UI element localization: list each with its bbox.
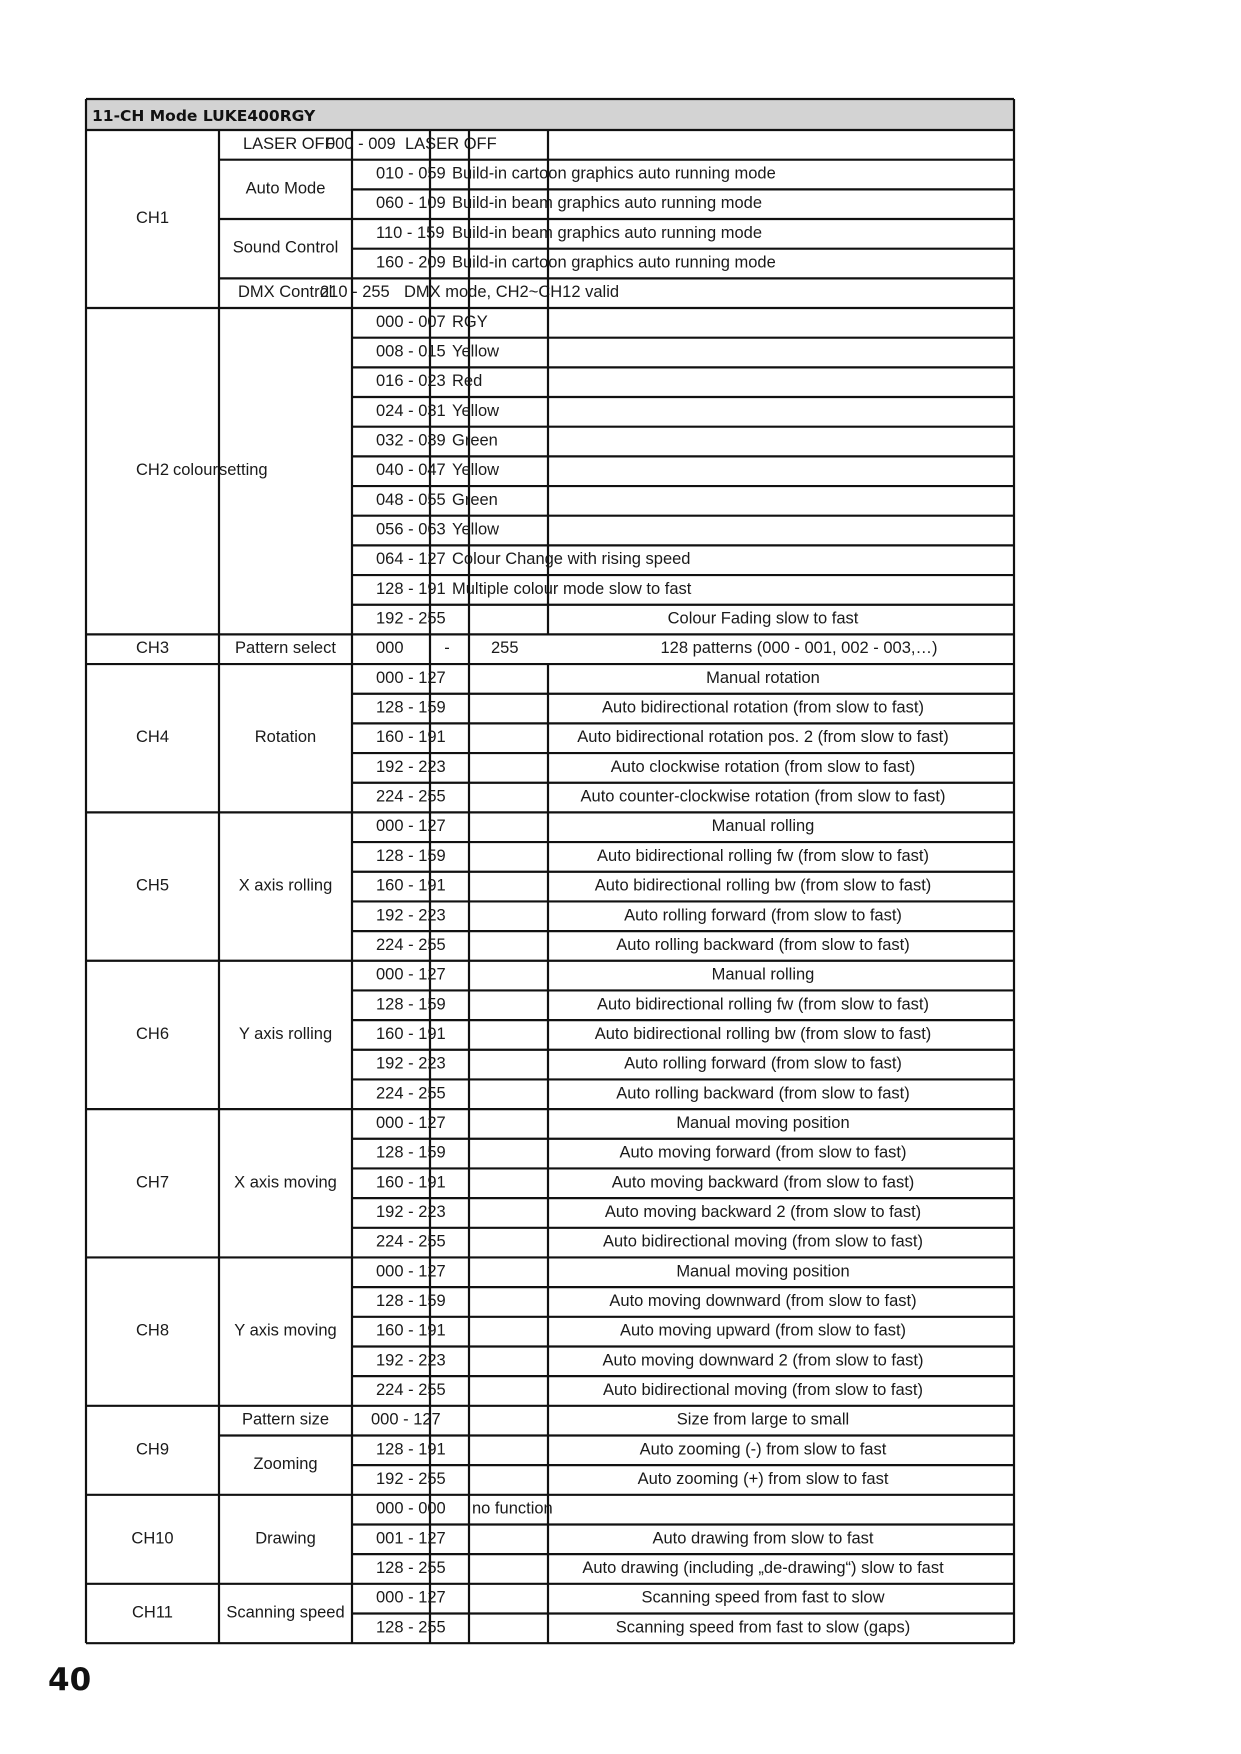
value-range: 010 - 059 <box>376 164 446 183</box>
function-label: Rotation <box>254 728 317 747</box>
value-range: 000 - 127 <box>376 1262 446 1281</box>
channel-description: Auto drawing from slow to fast <box>652 1529 874 1548</box>
function-label: Y axis rolling <box>238 1024 333 1043</box>
value-range: 128 - 255 <box>376 1618 446 1637</box>
value-range: 128 - 159 <box>376 1143 446 1162</box>
page-number: 40 <box>48 1662 92 1698</box>
channel-description: Auto bidirectional moving (from slow to fast) <box>602 1380 924 1399</box>
channel-label: CH7 <box>135 1173 170 1192</box>
function-label: DMX Control <box>238 283 333 302</box>
channel-description: Manual rolling <box>711 965 815 984</box>
channel-description: Manual rolling <box>711 817 815 836</box>
value-range: 000 - 127 <box>376 1113 446 1132</box>
channel-label: CH6 <box>135 1024 170 1043</box>
value-range: 192 - 223 <box>376 1202 446 1221</box>
channel-description: Auto bidirectional rolling fw (from slow to fast) <box>597 995 929 1014</box>
value-range: 040 - 047 <box>376 461 446 480</box>
function-label: Scanning speed <box>226 1603 345 1622</box>
value-range: 128 - 159 <box>376 846 446 865</box>
channel-description: Auto moving upward (from slow to fast) <box>619 1321 907 1340</box>
channel-description: LASER OFF <box>405 134 497 153</box>
channel-description: Auto bidirectional rolling fw (from slow to fast) <box>597 846 929 865</box>
value-start: 000 <box>376 639 404 658</box>
value-range: 128 - 191 <box>376 579 446 598</box>
value-range: 000 - 127 <box>376 965 446 984</box>
function-label: LASER OFF <box>243 134 335 153</box>
table-title: 11-CH Mode LUKE400RGY <box>92 107 316 125</box>
value-range: 192 - 223 <box>376 757 446 776</box>
channel-description: Auto rolling backward (from slow to fast) <box>616 935 910 954</box>
channel-description: Auto moving forward (from slow to fast) <box>619 1143 907 1162</box>
value-range: 128 - 255 <box>376 1558 446 1577</box>
value-range: 000 - 127 <box>376 1588 446 1607</box>
channel-label: CH11 <box>132 1603 173 1622</box>
value-range: 192 - 255 <box>376 1469 446 1488</box>
channel-description: Colour Fading slow to fast <box>667 609 859 628</box>
channel-description: Auto zooming (+) from slow to fast <box>637 1469 889 1488</box>
channel-label: CH2 <box>136 461 170 480</box>
channel-description: Green <box>452 431 498 450</box>
function-label: Drawing <box>255 1529 316 1548</box>
value-range: 160 - 191 <box>376 1024 446 1043</box>
value-range: 128 - 159 <box>376 698 446 717</box>
function-label: X axis moving <box>234 1173 337 1192</box>
channel-description: Multiple colour mode slow to fast <box>452 579 692 598</box>
channel-description: Auto bidirectional moving (from slow to fast) <box>602 1232 924 1251</box>
value-range: 160 - 191 <box>376 1173 446 1192</box>
value-range: 128 - 159 <box>376 1291 446 1310</box>
value-range: 192 - 255 <box>376 609 446 628</box>
value-range: 224 - 255 <box>376 1380 446 1399</box>
channel-description: Auto zooming (-) from slow to fast <box>639 1440 887 1459</box>
channel-description: Build-in cartoon graphics auto running mode <box>452 164 776 183</box>
value-range: 210 - 255 <box>320 283 390 302</box>
value-range: 224 - 255 <box>376 1084 446 1103</box>
value-range: 224 - 255 <box>376 787 446 806</box>
channel-description: Auto rolling forward (from slow to fast) <box>624 1054 902 1073</box>
value-range: 000 - 127 <box>376 817 446 836</box>
channel-description: DMX mode, CH2~CH12 valid <box>404 283 620 302</box>
value-range: 000 - 000 <box>376 1499 446 1518</box>
channel-description: Scanning speed from fast to slow <box>641 1588 885 1607</box>
channel-description: Auto clockwise rotation (from slow to fast) <box>610 757 916 776</box>
channel-label: CH10 <box>131 1529 174 1548</box>
value-range: 048 - 055 <box>376 490 446 509</box>
channel-description: Green <box>452 490 498 509</box>
channel-description: Auto moving backward (from slow to fast) <box>611 1173 915 1192</box>
channel-description: Auto bidirectional rotation (from slow to fast) <box>602 698 924 717</box>
value-range: 160 - 191 <box>376 1321 446 1340</box>
channel-label: CH8 <box>135 1321 170 1340</box>
value-range: 064 - 127 <box>376 550 446 569</box>
channel-description: Manual moving position <box>676 1262 850 1281</box>
value-range: 192 - 223 <box>376 906 446 925</box>
function-label: Pattern size <box>241 1410 330 1429</box>
value-range: 192 - 223 <box>376 1351 446 1370</box>
value-end: 255 <box>491 639 519 658</box>
channel-description: Build-in cartoon graphics auto running mode <box>452 253 776 272</box>
channel-description: Auto moving downward (from slow to fast) <box>609 1291 917 1310</box>
channel-description: Yellow <box>452 342 500 361</box>
value-range: 128 - 191 <box>376 1440 446 1459</box>
channel-label: CH1 <box>135 209 170 228</box>
channel-description: Build-in beam graphics auto running mode <box>452 223 763 242</box>
channel-description: Auto bidirectional rotation pos. 2 (from slow to fast) <box>577 728 949 747</box>
value-range: 192 - 223 <box>376 1054 446 1073</box>
value-range: 001 - 127 <box>376 1529 446 1548</box>
channel-description: Auto rolling backward (from slow to fast) <box>616 1084 910 1103</box>
channel-description: Yellow <box>452 401 500 420</box>
value-range: 160 - 209 <box>376 253 446 272</box>
channel-description: RGY <box>452 312 488 331</box>
value-dash: - <box>444 639 450 658</box>
channel-description: no function <box>472 1499 553 1518</box>
value-range: 000 - 127 <box>371 1410 441 1429</box>
channel-description: 128 patterns (000 - 001, 002 - 003,…) <box>660 639 938 658</box>
function-label: X axis rolling <box>238 876 333 895</box>
value-range: 000 - 009 <box>326 134 396 153</box>
channel-description: Yellow <box>452 520 500 539</box>
value-range: 128 - 159 <box>376 995 446 1014</box>
value-range: 032 - 039 <box>376 431 446 450</box>
channel-description: Yellow <box>452 461 500 480</box>
channel-description: Scanning speed from fast to slow (gaps) <box>615 1618 911 1637</box>
channel-description: Red <box>452 372 483 391</box>
channel-description: Colour Change with rising speed <box>452 550 691 569</box>
function-label: Y axis moving <box>234 1321 337 1340</box>
function-label-part: colour <box>173 461 218 480</box>
channel-description: Manual rotation <box>706 668 820 687</box>
channel-description: Build-in beam graphics auto running mode <box>452 194 763 213</box>
channel-description: Auto bidirectional rolling bw (from slow to fast) <box>594 876 932 895</box>
channel-description: Auto moving backward 2 (from slow to fast) <box>604 1202 922 1221</box>
channel-description: Size from large to small <box>676 1410 850 1429</box>
function-label: Zooming <box>253 1455 318 1474</box>
value-range: 224 - 255 <box>376 1232 446 1251</box>
value-range: 000 - 007 <box>376 312 446 331</box>
function-label: Pattern select <box>235 639 336 658</box>
value-range: 224 - 255 <box>376 935 446 954</box>
value-range: 160 - 191 <box>376 876 446 895</box>
channel-label: CH5 <box>135 876 170 895</box>
channel-label: CH9 <box>135 1440 170 1459</box>
function-label: Auto Mode <box>245 179 326 198</box>
value-range: 060 - 109 <box>376 194 446 213</box>
channel-label: CH3 <box>135 639 170 658</box>
function-label: Sound Control <box>232 238 339 257</box>
channel-description: Auto drawing (including „de-drawing“) slow to fast <box>582 1558 944 1577</box>
channel-description: Auto rolling forward (from slow to fast) <box>624 906 902 925</box>
value-range: 110 - 159 <box>376 223 445 242</box>
value-range: 000 - 127 <box>376 668 446 687</box>
value-range: 056 - 063 <box>376 520 446 539</box>
channel-label: CH4 <box>135 728 170 747</box>
value-range: 024 - 031 <box>376 401 446 420</box>
function-label: setting <box>219 461 268 480</box>
value-range: 016 - 023 <box>376 372 446 391</box>
channel-description: Auto moving downward 2 (from slow to fast) <box>602 1351 924 1370</box>
channel-description: Auto counter-clockwise rotation (from slow to fast) <box>580 787 946 806</box>
value-range: 008 - 015 <box>376 342 446 361</box>
channel-description: Manual moving position <box>676 1113 850 1132</box>
channel-description: Auto bidirectional rolling bw (from slow to fast) <box>594 1024 932 1043</box>
value-range: 160 - 191 <box>376 728 446 747</box>
